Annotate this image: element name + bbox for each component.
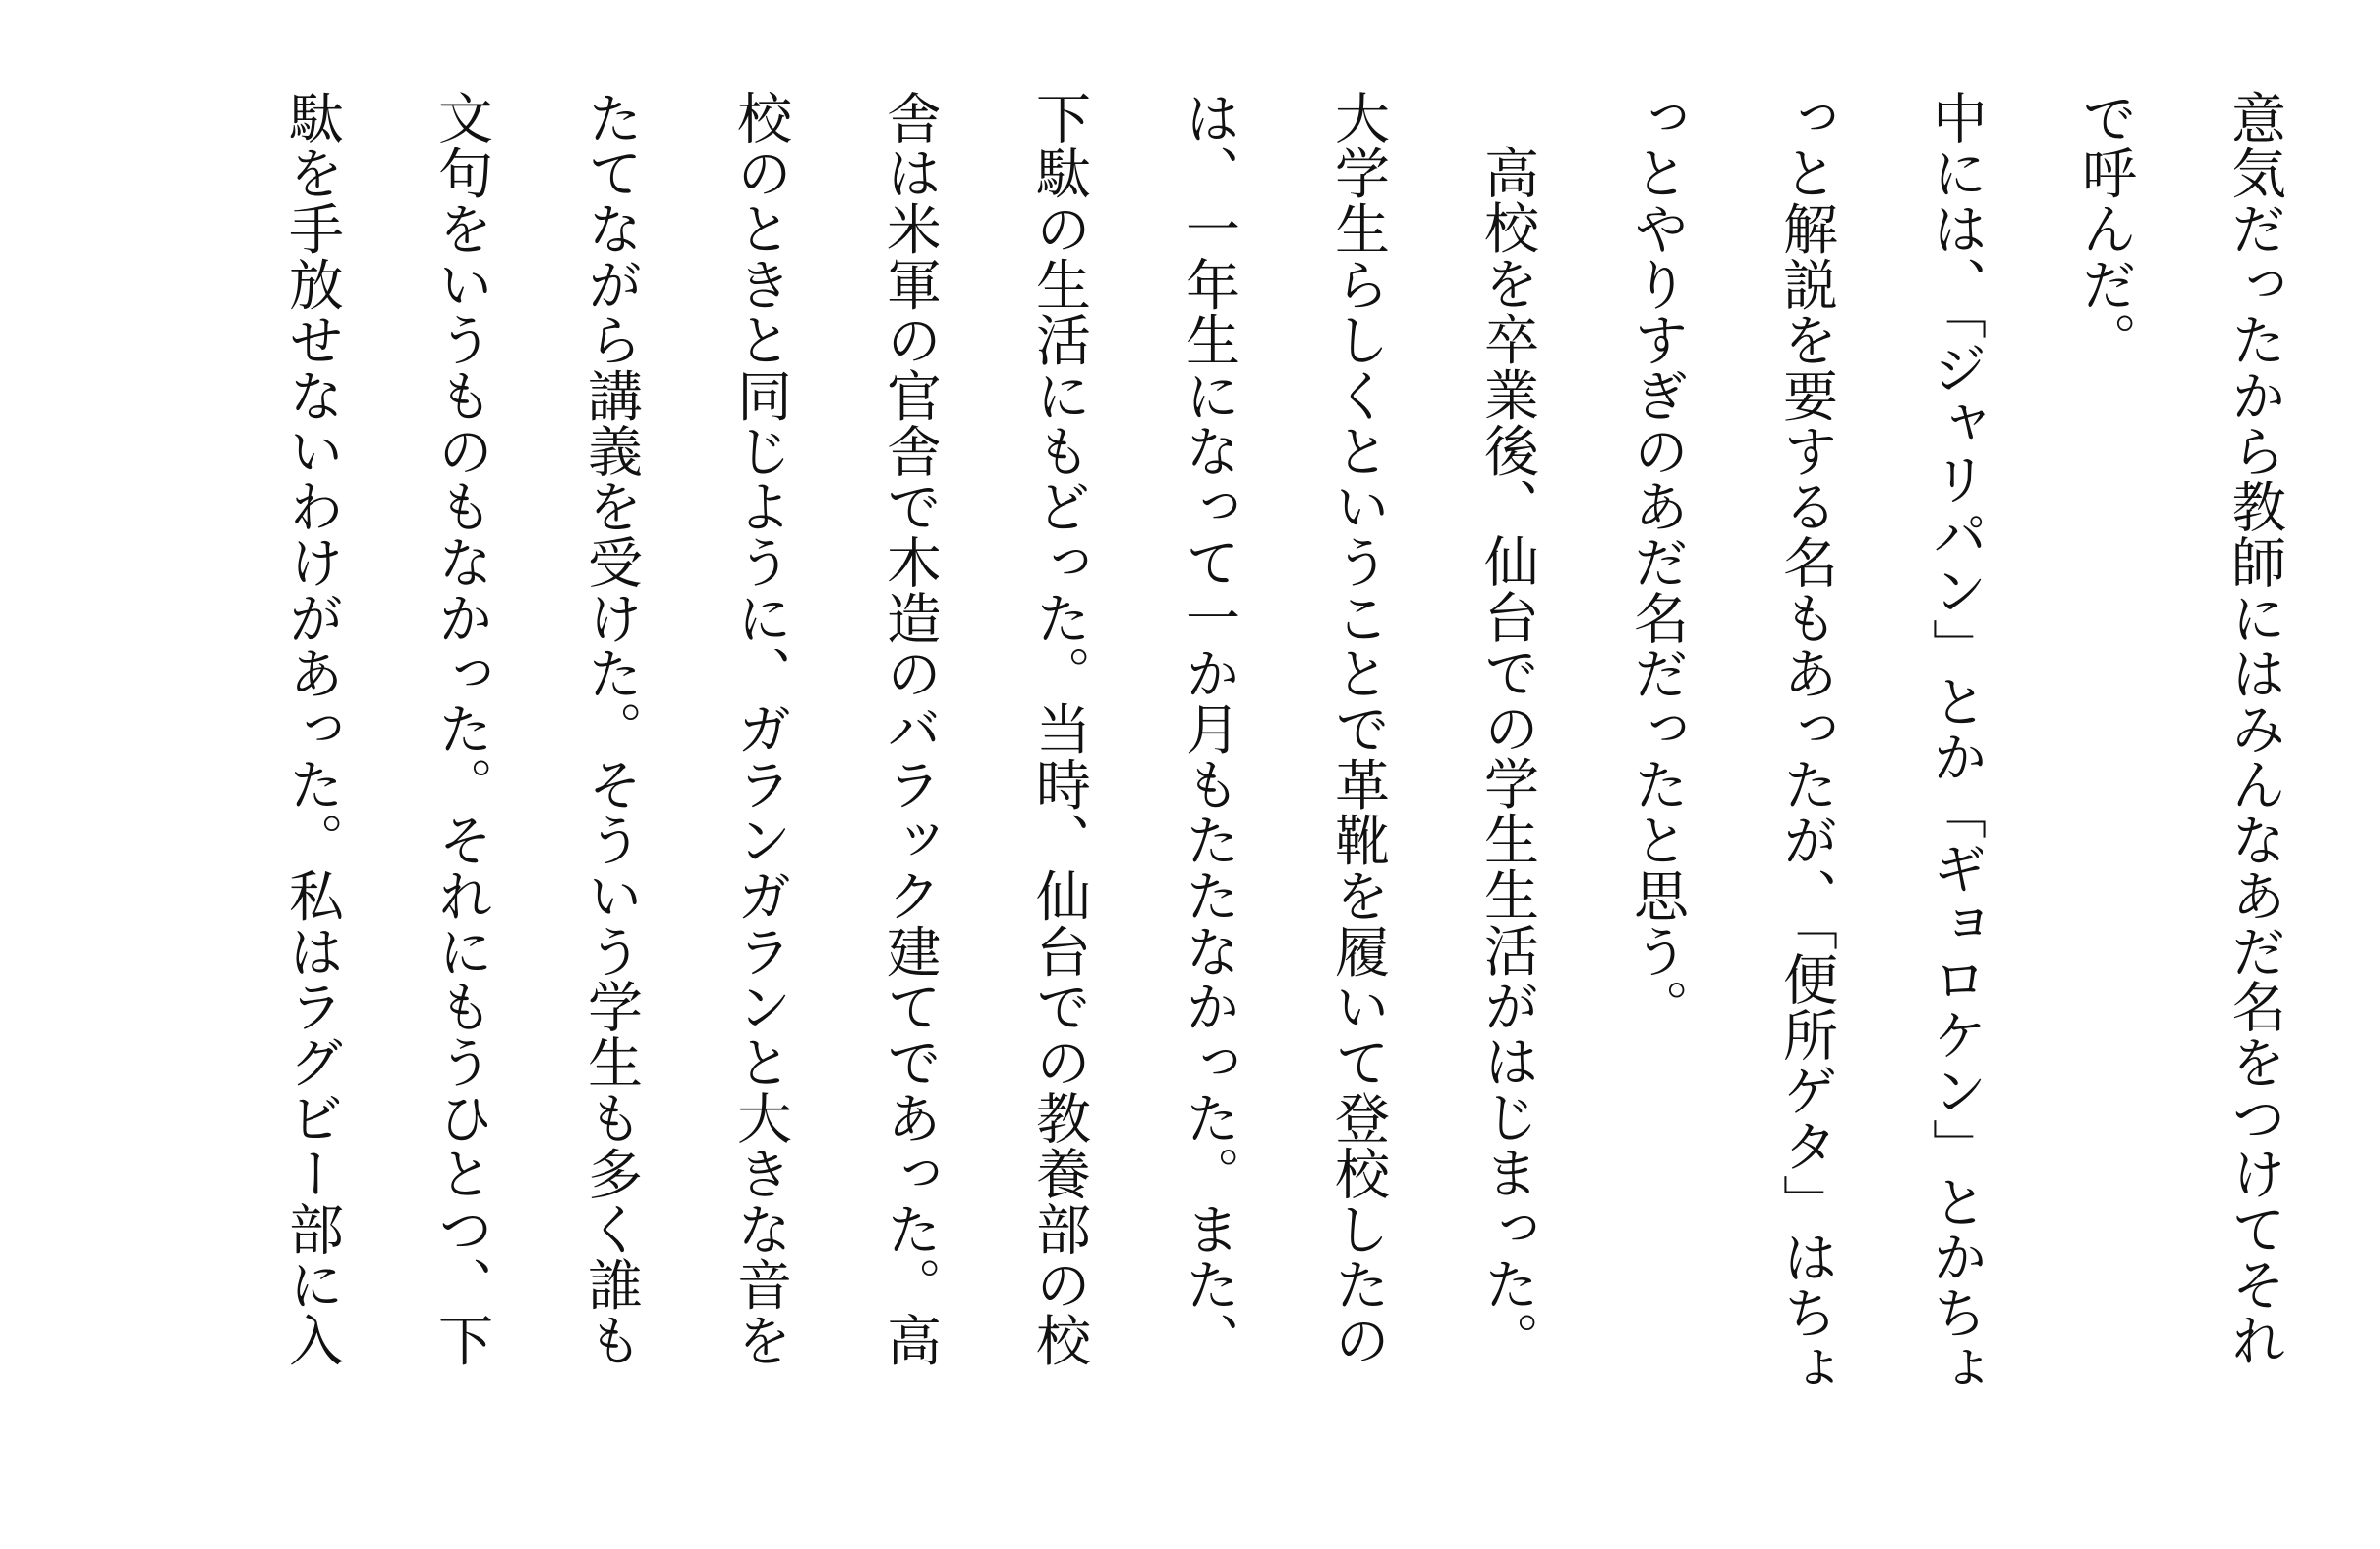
text-line: っとやりすぎのあだ名だったと思う。 — [1625, 90, 1689, 1035]
vertical-text-block — [237, 90, 2329, 1477]
text-line: 舎は米軍の官舎で木造のバラック建てであった。高 — [878, 90, 941, 1368]
text-line: 中には、「ジャリパン」とか「ギョロケン」とかちょ — [1924, 90, 1987, 1397]
text-line: たてながら講義を受けた。そういう学生も多く誰も — [579, 90, 643, 1368]
text-line: 校のときと同じように、ガランガランと大きな音を — [729, 90, 792, 1368]
text-line: 駄を手放せないわけがあった。私はラグビー部に入 — [280, 90, 344, 1368]
text-line: っと解説を要する名もあったが、「便所ゲタ」はちょ — [1775, 90, 1838, 1397]
text-line: は、一年生になって一か月もたたなかった。また、 — [1177, 90, 1240, 1368]
text-line: 大学生らしくということで革靴を履いて登校したの — [1326, 90, 1390, 1368]
text-line: 下駄の生活にもどった。当時、仙台での教養部の校 — [1027, 90, 1091, 1368]
text-line: 文句をいうものもなかった。それにもうひとつ、下 — [430, 90, 493, 1368]
text-line: 意気だったから教師にはみんなあだ名をつけてそれ — [2223, 90, 2286, 1368]
text-line: で呼んだ。 — [2073, 90, 2137, 368]
text-line: 高校を卒業後、仙台での学生生活がはじまった。 — [1476, 145, 1539, 1367]
